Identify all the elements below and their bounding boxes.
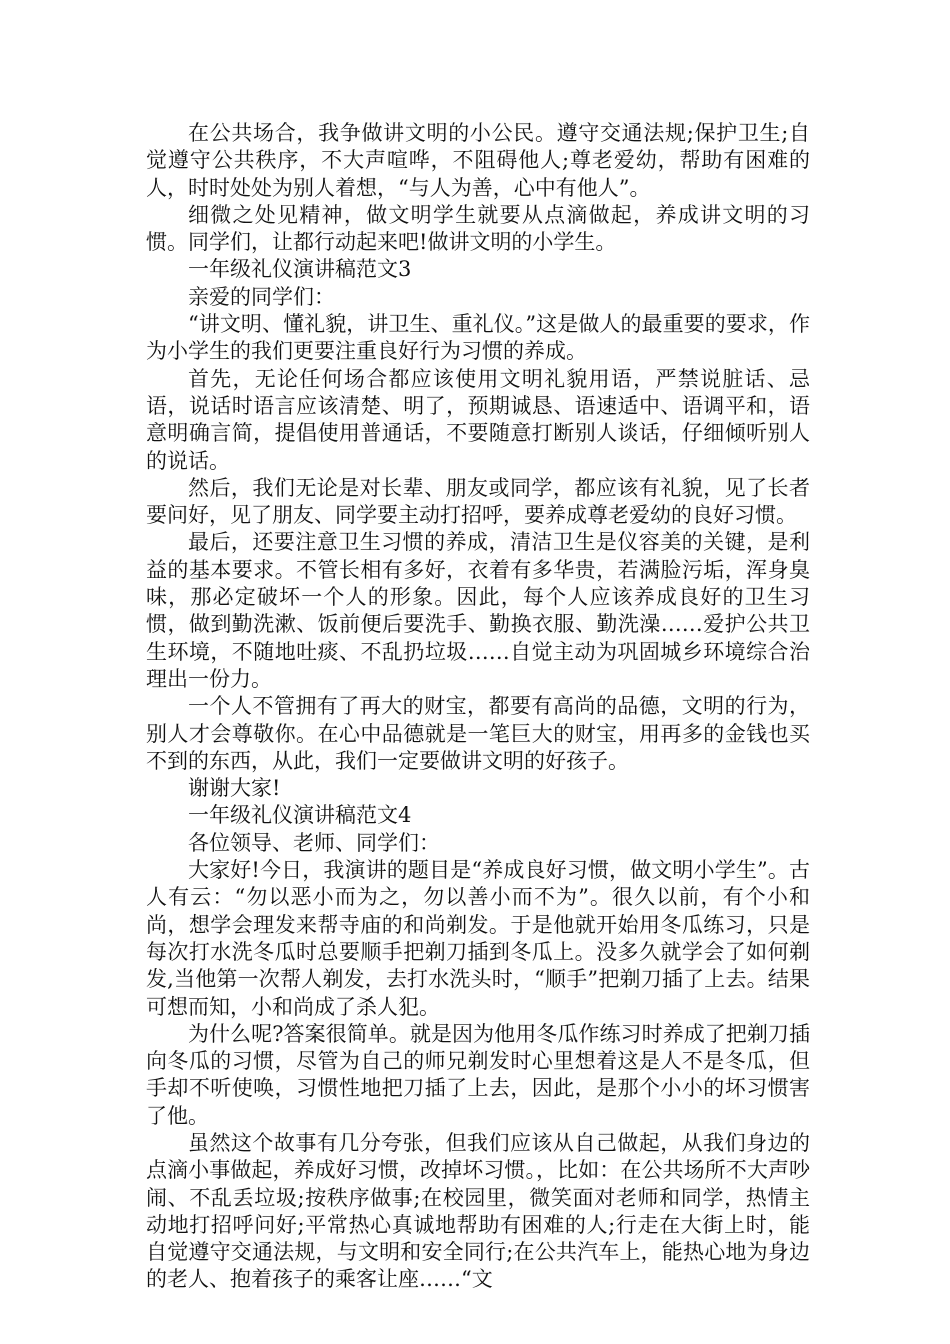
paragraph-good-habits-examples: 虽然这个故事有几分夸张，但我们应该从自己做起，从我们身边的点滴小事做起，养成好习惯，改掉坏习惯。，比如：在公共场所不大声吵闹、不乱丢垃圾;按秩序做事;在校园里，微笑面对老师和同学，热情主动地打招呼问好;平常热心真诚地帮助有困难的人;行走在大街上时，能自觉遵守交通法规，与文明和安全同行;在公共汽车上，能热心地为身边的老人、抱着孩子的乘客让座……“文: [146, 1130, 810, 1292]
paragraph-small-details: 细微之处见精神，做文明学生就要从点滴做起，养成讲文明的习惯。同学们，让都行动起来吧!做讲文明的小学生。: [146, 202, 810, 255]
paragraph-why-answer: 为什么呢?答案很简单。就是因为他用冬瓜作练习时养成了把剃刀插向冬瓜的习惯，尽管为自己的师兄剃发时心里想着这是人不是冬瓜，但手却不听使唤，习惯性地把刀插了上去，因此，是那个小小的坏习惯害了他。: [146, 1021, 810, 1128]
paragraph-public-manners: 在公共场合，我争做讲文明的小公民。遵守交通法规;保护卫生;自觉遵守公共秩序，不大声喧哗，不阻碍他人;尊老爱幼，帮助有困难的人，时时处处为别人着想，“与人为善，心中有他人”。: [146, 121, 810, 200]
paragraph-moral-character: 一个人不管拥有了再大的财宝，都要有高尚的品德，文明的行为，别人才会尊敬你。在心中品德就是一笔巨大的财宝，用再多的金钱也买不到的东西，从此，我们一定要做讲文明的好孩子。: [146, 694, 810, 773]
section-heading-speech-3: 一年级礼仪演讲稿范文3: [188, 257, 412, 282]
closing-thanks: 谢谢大家!: [188, 776, 281, 801]
greeting-leaders-teachers: 各位领导、老师、同学们：: [188, 830, 440, 855]
paragraph-civility-motto: “讲文明、懂礼貌，讲卫生、重礼仪。”这是做人的最重要的要求，作为小学生的我们更要注重良好行为习惯的养成。: [146, 312, 810, 364]
greeting-dear-classmates: 亲爱的同学们：: [188, 284, 335, 309]
document-body: [146, 120, 810, 1294]
paragraph-first-polite-language: 首先，无论任何场合都应该使用文明礼貌用语，严禁说脏话、忌语，说话时语言应该清楚、明了，预期诚恳、语速适中、语调平和，语意明确言简，提倡使用普通话，不要随意打断别人谈话，仔细倾听别人的说话。: [146, 366, 810, 473]
section-heading-speech-4: 一年级礼仪演讲稿范文4: [188, 803, 412, 828]
paragraph-monk-story: 大家好!今日，我演讲的题目是“养成良好习惯，做文明小学生”。古人有云：“勿以恶小而为之，勿以善小而不为”。很久以前，有个小和尚，想学会理发来帮寺庙的和尚剃发。于是他就开始用冬瓜练习，只是每次打水洗冬瓜时总要顺手把剃刀插到冬瓜上。没多久就学会了如何剃发,当他第一次帮人剃发，去打水洗头时，“顺手”把剃刀插了上去。结果可想而知，小和尚成了杀人犯。: [146, 858, 810, 1019]
paragraph-finally-hygiene: 最后，还要注意卫生习惯的养成，清洁卫生是仪容美的关键，是利益的基本要求。不管长相有多好，衣着有多华贵，若满脸污垢，浑身臭味，那必定破坏一个人的形象。因此，每个人应该养成良好的卫生习惯，做到勤洗漱、饭前便后要洗手、勤换衣服、勤洗澡……爱护公共卫生环境，不随地吐痰、不乱扔垃圾……自觉主动为巩固城乡环境综合治理出一份力。: [146, 530, 810, 691]
paragraph-then-courtesy: 然后，我们无论是对长辈、朋友或同学，都应该有礼貌，见了长者要问好，见了朋友、同学要主动打招呼，要养成尊老爱幼的良好习惯。: [146, 475, 810, 528]
